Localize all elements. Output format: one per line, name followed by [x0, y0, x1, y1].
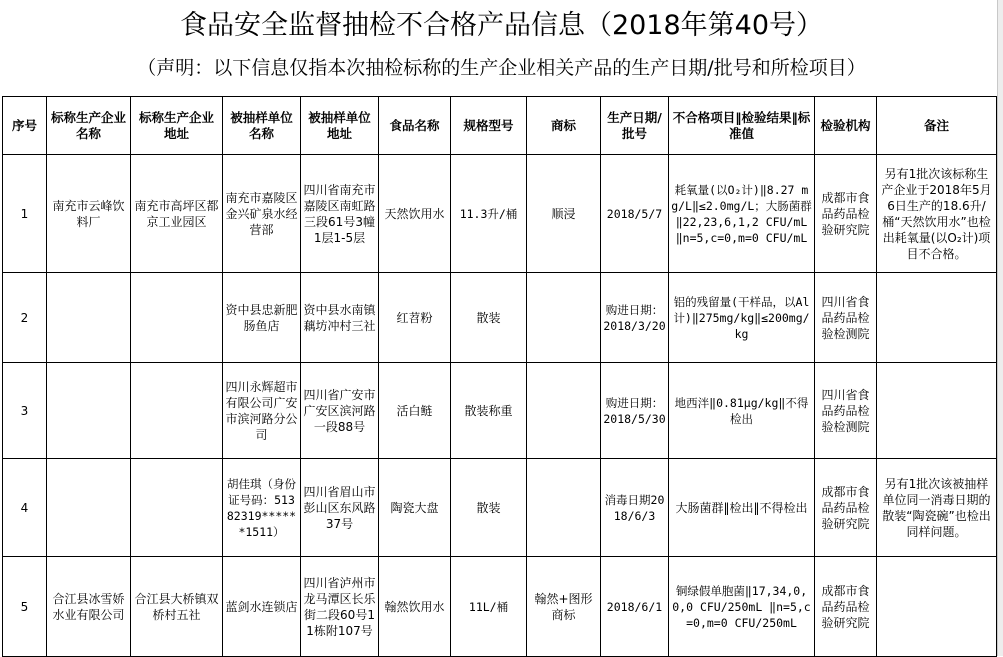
cell-agency: 成都市食品药品检验研究院 [815, 557, 877, 657]
page-subtitle: （声明：以下信息仅指本次抽检标称的生产企业相关产品的生产日期/批号和所检项目） [137, 57, 866, 79]
header-cell-sampled-unit: 被抽样单位名称 [223, 97, 301, 155]
cell-producer-address: 南充市高坪区都京工业园区 [131, 155, 223, 273]
cell-sampled-unit: 资中县忠新肥肠鱼店 [223, 273, 301, 363]
cell-sampled-address: 四川省南充市嘉陵区南虹路三段61号3幢1层1-5层 [301, 155, 379, 273]
cell-producer [47, 363, 131, 459]
cell-producer-address [131, 459, 223, 557]
cell-food: 红苕粉 [379, 273, 451, 363]
cell-producer [47, 459, 131, 557]
header-cell-agency: 检验机构 [815, 97, 877, 155]
cell-no: 3 [3, 363, 47, 459]
cell-brand: 顺浸 [527, 155, 601, 273]
cell-spec: 散装 [451, 273, 527, 363]
cell-date: 购进日期：2018/5/30 [601, 363, 669, 459]
cell-food: 天然饮用水 [379, 155, 451, 273]
cell-sampled-unit: 蓝剑水连锁店 [223, 557, 301, 657]
cell-spec: 11L/桶 [451, 557, 527, 657]
page-title: 食品安全监督抽检不合格产品信息（2018年第40号） [179, 10, 824, 41]
cell-food: 翰然饮用水 [379, 557, 451, 657]
cell-brand [527, 363, 601, 459]
cell-brand [527, 273, 601, 363]
table-row [3, 557, 997, 657]
cell-date: 2018/6/1 [601, 557, 669, 657]
cell-agency: 成都市食品药品检验研究院 [815, 459, 877, 557]
cell-brand [527, 459, 601, 557]
cell-spec: 散装称重 [451, 363, 527, 459]
cell-no: 1 [3, 155, 47, 273]
cell-date: 购进日期：2018/3/20 [601, 273, 669, 363]
cell-no: 5 [3, 557, 47, 657]
cell-sampled-address: 四川省眉山市彭山区东风路37号 [301, 459, 379, 557]
cell-no: 2 [3, 273, 47, 363]
cell-sampled-unit: 四川永辉超市有限公司广安市滨河路分公司 [223, 363, 301, 459]
header-cell-remark: 备注 [877, 97, 997, 155]
header-cell-sampled-address: 被抽样单位地址 [301, 97, 379, 155]
header-cell-spec: 规格型号 [451, 97, 527, 155]
table-row [3, 155, 997, 273]
cell-date: 2018/5/7 [601, 155, 669, 273]
cell-item: 大肠菌群‖检出‖不得检出 [669, 459, 815, 557]
cell-item: 地西泮‖0.81μg/kg‖不得检出 [669, 363, 815, 459]
header-cell-date: 生产日期/批号 [601, 97, 669, 155]
scrollbar-gutter [997, 0, 1003, 656]
cell-item: 铝的残留量(干样品，以Al计)‖275mg/kg‖≤200mg/kg [669, 273, 815, 363]
cell-sampled-address: 四川省泸州市龙马潭区长乐街二段60号11栋附107号 [301, 557, 379, 657]
header-row [3, 97, 997, 155]
header-cell-food: 食品名称 [379, 97, 451, 155]
cell-food: 陶瓷大盘 [379, 459, 451, 557]
cell-producer-address [131, 363, 223, 459]
header-cell-producer-address: 标称生产企业地址 [131, 97, 223, 155]
cell-producer: 合江县冰雪娇水业有限公司 [47, 557, 131, 657]
cell-producer: 南充市云峰饮料厂 [47, 155, 131, 273]
cell-sampled-unit: 胡佳琪（身份证号码：51382319******1511） [223, 459, 301, 557]
cell-sampled-address: 资中县水南镇藕坊冲村三社 [301, 273, 379, 363]
cell-agency: 成都市食品药品检验研究院 [815, 155, 877, 273]
cell-brand: 翰然+图形商标 [527, 557, 601, 657]
cell-remark [877, 557, 997, 657]
results-table [2, 96, 997, 657]
cell-date: 消毒日期2018/6/3 [601, 459, 669, 557]
cell-spec: 散装 [451, 459, 527, 557]
cell-spec: 11.3升/桶 [451, 155, 527, 273]
cell-remark: 另有1批次该标称生产企业于2018年5月6日生产的18.6升/桶“天然饮用水”也检出耗氧量(以O₂计)项目不合格。 [877, 155, 997, 273]
cell-producer [47, 273, 131, 363]
header-cell-no: 序号 [3, 97, 47, 155]
cell-remark [877, 363, 997, 459]
cell-remark: 另有1批次该被抽样单位同一消毒日期的散装“陶瓷碗”也检出同样问题。 [877, 459, 997, 557]
cell-producer-address: 合江县大桥镇双桥村五社 [131, 557, 223, 657]
cell-sampled-address: 四川省广安市广安区滨河路一段88号 [301, 363, 379, 459]
cell-agency: 四川省食品药品检验检测院 [815, 363, 877, 459]
cell-producer-address [131, 273, 223, 363]
table-row [3, 363, 997, 459]
table-row [3, 459, 997, 557]
cell-item: 铜绿假单胞菌‖17,34,0,0,0 CFU/250mL ‖n=5,c=0,m=0 CFU/250mL [669, 557, 815, 657]
cell-sampled-unit: 南充市嘉陵区金兴矿泉水经营部 [223, 155, 301, 273]
cell-remark [877, 273, 997, 363]
cell-agency: 四川省食品药品检验检测院 [815, 273, 877, 363]
header-cell-item: 不合格项目‖检验结果‖标准值 [669, 97, 815, 155]
header-cell-producer: 标称生产企业名称 [47, 97, 131, 155]
cell-food: 活白鲢 [379, 363, 451, 459]
header-cell-brand: 商标 [527, 97, 601, 155]
cell-item: 耗氧量(以O₂计)‖8.27 mg/L‖≤2.0mg/L；大肠菌群 ‖22,23,6,1,2 CFU/mL ‖n=5,c=0,m=0 CFU/mL [669, 155, 815, 273]
table-row [3, 273, 997, 363]
cell-no: 4 [3, 459, 47, 557]
